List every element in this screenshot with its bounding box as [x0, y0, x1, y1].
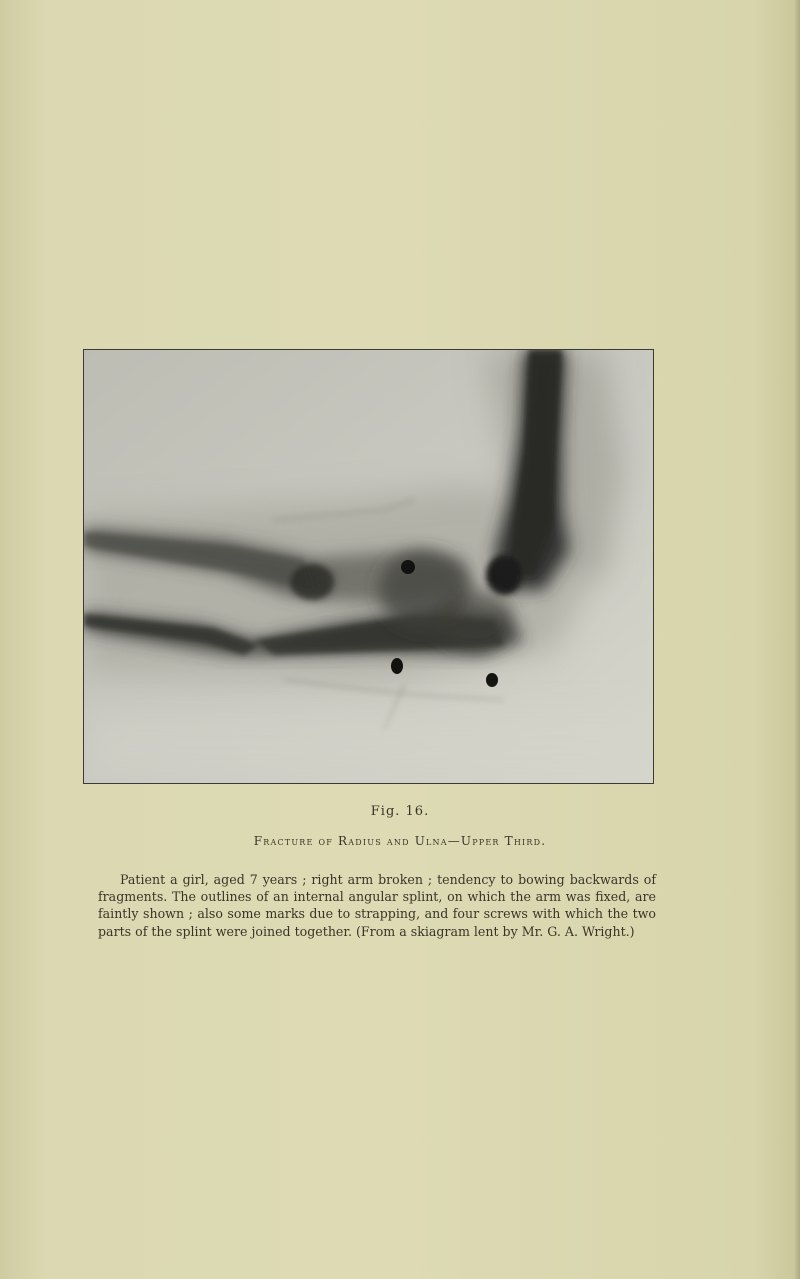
film-haze: [84, 710, 654, 784]
screw-mark: [486, 673, 498, 687]
screw-mark: [391, 658, 403, 674]
xray-skiagram-image: [84, 350, 654, 784]
figure-title: Fracture of Radius and Ulna—Upper Third.: [253, 834, 547, 848]
xray-figure: [83, 349, 654, 784]
figure-caption: Patient a girl, aged 7 years ; right arm broken ; tendency to bowing backwards of fragments. The outlines of an internal angular splint, on which the arm was fixed, are faintly shown ; also some marks due to strapping, and four screws with which the two parts of the splint were joined together. (From a skiagram lent by Mr. G. A. Wright.): [98, 872, 656, 939]
screw-mark: [401, 560, 415, 574]
page-edge-shadow: [794, 0, 800, 1279]
figure-number: Fig. 16.: [370, 804, 430, 819]
